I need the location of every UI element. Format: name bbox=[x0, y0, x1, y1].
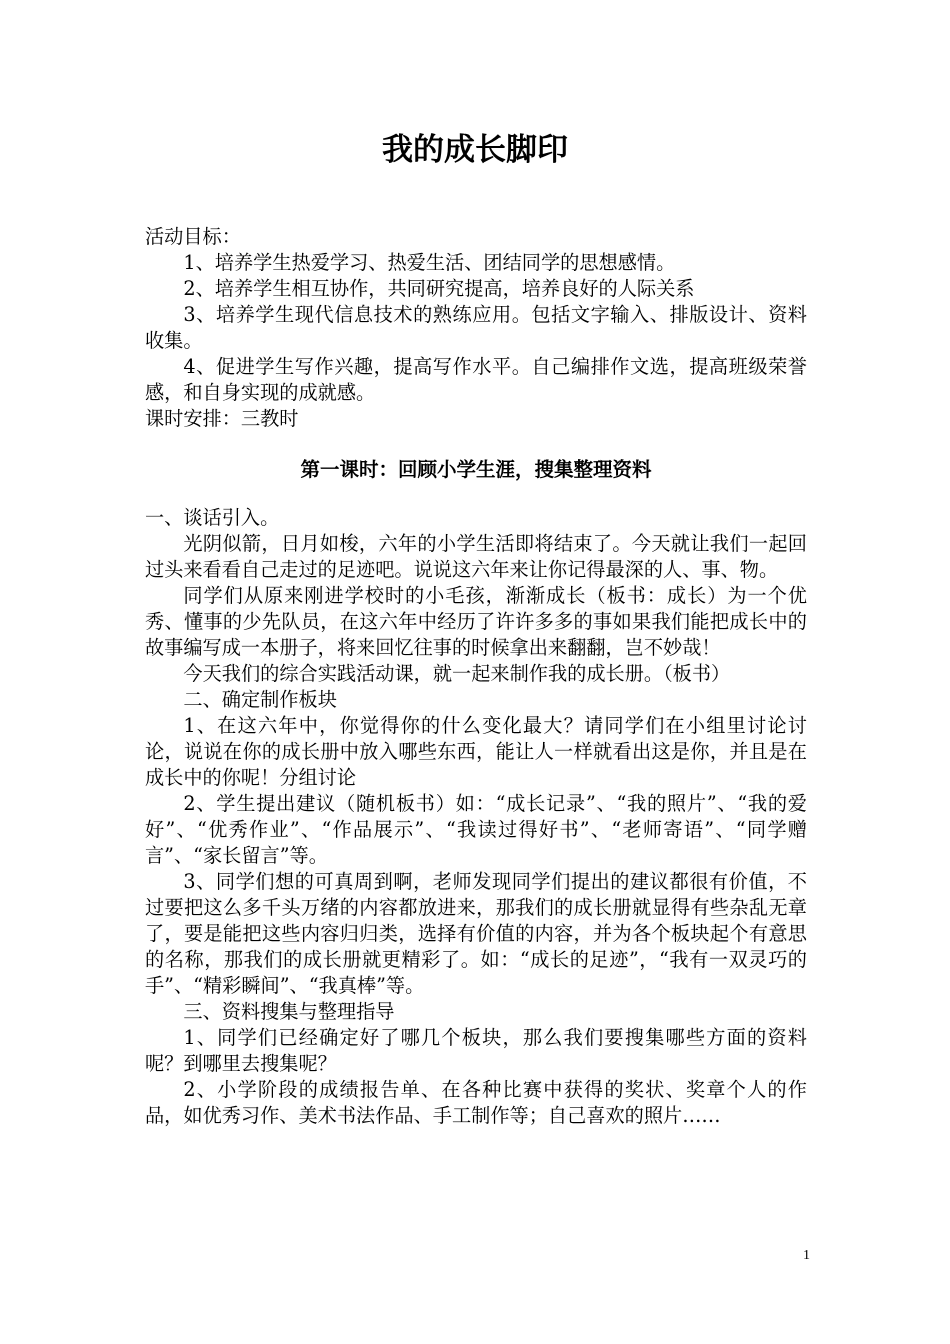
paragraph: 2、学生提出建议（随机板书）如：“成长记录”、“我的照片”、“我的爱好”、“优秀作业”、“作品展示”、“我读过得好书”、“老师寄语”、“同学赠言”、“家长留言”等。 bbox=[145, 792, 807, 867]
document-body bbox=[145, 224, 807, 1129]
paragraph: 一、谈话引入。 bbox=[145, 506, 280, 529]
paragraph: 2、培养学生相互协作，共同研究提高，培养良好的人际关系 bbox=[183, 277, 695, 300]
paragraph: 1、在这六年中，你觉得你的什么变化最大？请同学们在小组里讨论讨论，说说在你的成长册中放入哪些东西，能让人一样就看出这是你，并且是在成长中的你呢！分组讨论 bbox=[145, 714, 807, 789]
paragraph: 同学们从原来刚进学校时的小毛孩，渐渐成长（板书：成长）为一个优秀、懂事的少先队员，在这六年中经历了许许多多的事如果我们能把成长中的故事编写成一本册子，将来回忆往事的时候拿出来翻翻，岂不妙哉！ bbox=[145, 584, 807, 659]
paragraph: 活动目标： bbox=[145, 225, 241, 248]
paragraph: 2、小学阶段的成绩报告单、在各种比赛中获得的奖状、奖章个人的作品，如优秀习作、美术书法作品、手工制作等；自己喜欢的照片…… bbox=[145, 1078, 807, 1127]
paragraph: 4、促进学生写作兴趣，提高写作水平。自己编排作文选，提高班级荣誉感，和自身实现的成就感。 bbox=[145, 355, 807, 404]
document-title: 我的成长脚印 bbox=[382, 132, 568, 168]
paragraph: 三、资料搜集与整理指导 bbox=[183, 1000, 395, 1023]
paragraph: 光阴似箭，日月如梭，六年的小学生活即将结束了。今天就让我们一起回过头来看看自己走过的足迹吧。说说这六年来让你记得最深的人、事、物。 bbox=[145, 532, 807, 581]
section-title: 第一课时：回顾小学生涯，搜集整理资料 bbox=[300, 458, 652, 481]
paragraph: 1、同学们已经确定好了哪几个板块，那么我们要搜集哪些方面的资料呢？到哪里去搜集呢？ bbox=[145, 1026, 807, 1075]
paragraph: 今天我们的综合实践活动课，就一起来制作我的成长册。（板书） bbox=[183, 662, 731, 685]
paragraph: 课时安排：三教时 bbox=[145, 407, 299, 430]
paragraph: 1、培养学生热爱学习、热爱生活、团结同学的思想感情。 bbox=[183, 251, 676, 274]
paragraph: 3、同学们想的可真周到啊，老师发现同学们提出的建议都很有价值，不过要把这么多千头万绪的内容都放进来，那我们的成长册就显得有些杂乱无章了，要是能把这些内容归归类，选择有价值的内容，并为各个板块起个有意思的名称，那我们的成长册就更精彩了。如：“成长的足迹”，“我有一双灵巧的手”、“精彩瞬间”、“我真棒”等。 bbox=[145, 870, 807, 997]
paragraph: 二、确定制作板块 bbox=[183, 688, 337, 711]
paragraph: 3、培养学生现代信息技术的熟练应用。包括文字输入、排版设计、资料收集。 bbox=[145, 303, 807, 352]
page-number: 1 bbox=[803, 1248, 810, 1263]
